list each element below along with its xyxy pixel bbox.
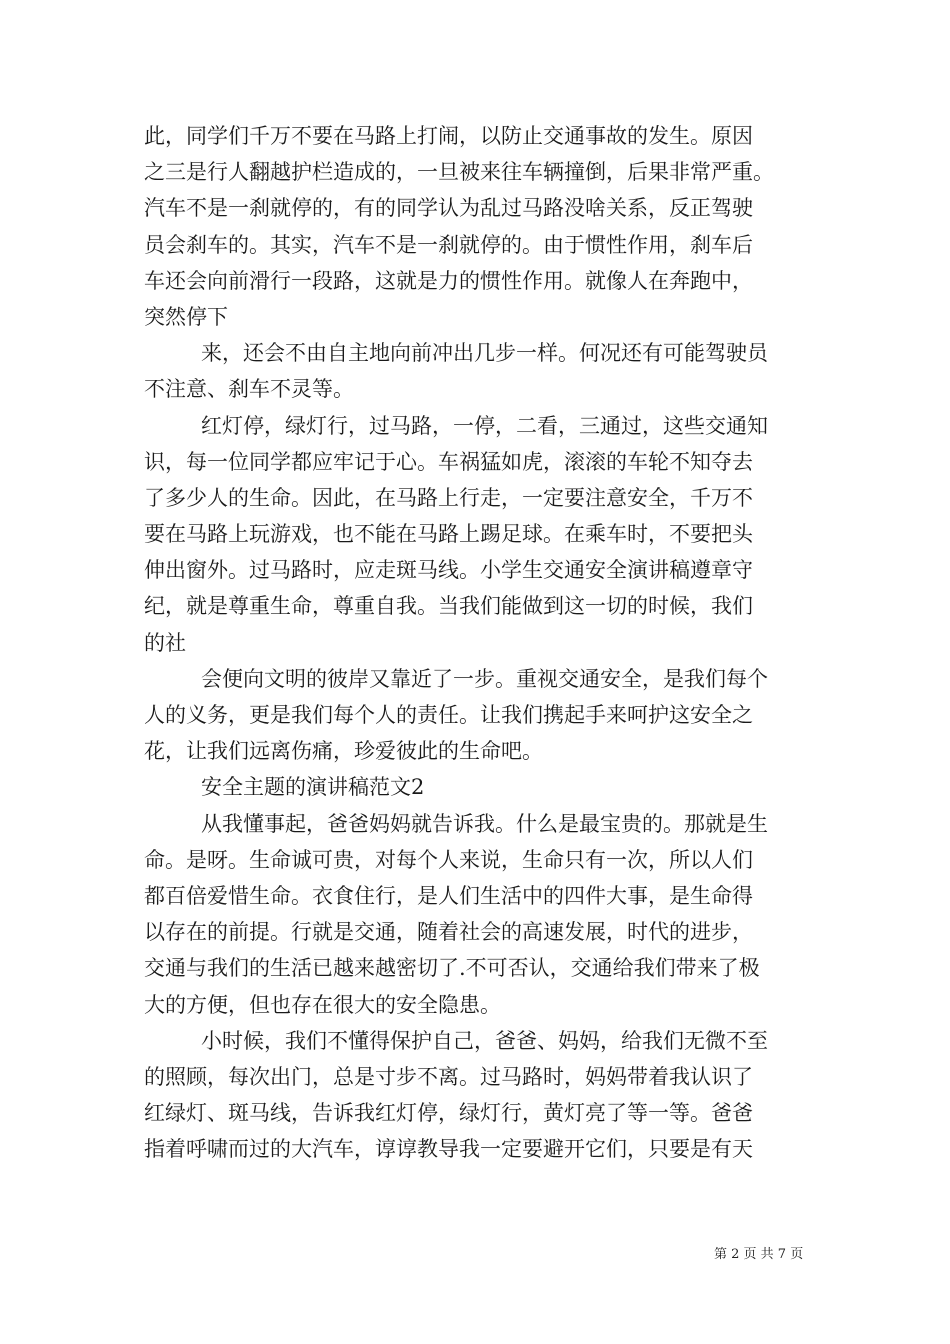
text-line: 红灯停，绿灯行，过马路，一停，二看，三通过，这些交通知 bbox=[201, 413, 768, 438]
text-line: 红绿灯、斑马线，告诉我红灯停，绿灯行，黄灯亮了等一等。爸爸 bbox=[144, 1101, 753, 1126]
text-line: 以存在的前提。行就是交通，随着社会的高速发展，时代的进步， bbox=[144, 920, 753, 945]
text-line: 的社 bbox=[144, 630, 186, 655]
text-line: 了多少人的生命。因此，在马路上行走，一定要注意安全，千万不 bbox=[144, 485, 753, 510]
text-line: 命。是呀。生命诚可贵，对每个人来说，生命只有一次，所以人们 bbox=[144, 847, 753, 872]
text-line: 来，还会不由自主地向前冲出几步一样。何况还有可能驾驶员 bbox=[201, 341, 768, 366]
text-line: 的照顾，每次出门，总是寸步不离。过马路时，妈妈带着我认识了 bbox=[144, 1064, 753, 1089]
text-line: 伸出窗外。过马路时，应走斑马线。小学生交通安全演讲稿遵章守 bbox=[144, 558, 753, 583]
text-line: 交通与我们的生活已越来越密切了.不可否认，交通给我们带来了极 bbox=[144, 956, 760, 981]
text-line: 大的方便，但也存在很大的安全隐患。 bbox=[144, 992, 501, 1017]
text-line: 花，让我们远离伤痛，珍爱彼此的生命吧。 bbox=[144, 739, 543, 764]
text-line: 员会刹车的。其实，汽车不是一刹就停的。由于惯性作用，刹车后 bbox=[144, 232, 753, 257]
text-line: 突然停下 bbox=[144, 304, 228, 329]
text-line: 都百倍爱惜生命。衣食住行，是人们生活中的四件大事，是生命得 bbox=[144, 883, 753, 908]
page-number: 第 2 页 共 7 页 bbox=[714, 1247, 804, 1262]
text-line: 小时候，我们不懂得保护自己，爸爸、妈妈，给我们无微不至 bbox=[201, 1028, 768, 1053]
text-line: 要在马路上玩游戏，也不能在马路上踢足球。在乘车时，不要把头 bbox=[144, 522, 753, 547]
text-line: 此，同学们千万不要在马路上打闹，以防止交通事故的发生。原因 bbox=[144, 124, 753, 148]
text-line: 安全主题的演讲稿范文2 bbox=[201, 775, 425, 800]
text-line: 识，每一位同学都应牢记于心。车祸猛如虎，滚滚的车轮不知夺去 bbox=[144, 449, 753, 474]
text-line: 不注意、刹车不灵等。 bbox=[144, 377, 354, 402]
text-line: 纪，就是尊重生命，尊重自我。当我们能做到这一切的时候，我们 bbox=[144, 594, 753, 619]
text-line: 汽车不是一刹就停的，有的同学认为乱过马路没啥关系，反正驾驶 bbox=[144, 196, 753, 221]
text-line: 指着呼啸而过的大汽车，谆谆教导我一定要避开它们，只要是有天 bbox=[144, 1137, 753, 1162]
document-body bbox=[144, 118, 834, 1167]
text-line: 之三是行人翻越护栏造成的，一旦被来往车辆撞倒，后果非常严重。 bbox=[144, 160, 774, 185]
text-line: 从我懂事起，爸爸妈妈就告诉我。什么是最宝贵的。那就是生 bbox=[201, 811, 768, 836]
text-line: 车还会向前滑行一段路，这就是力的惯性作用。就像人在奔跑中， bbox=[144, 268, 753, 293]
text-line: 会便向文明的彼岸又靠近了一步。重视交通安全，是我们每个 bbox=[201, 666, 768, 691]
text-line: 人的义务，更是我们每个人的责任。让我们携起手来呵护这安全之 bbox=[144, 703, 753, 727]
